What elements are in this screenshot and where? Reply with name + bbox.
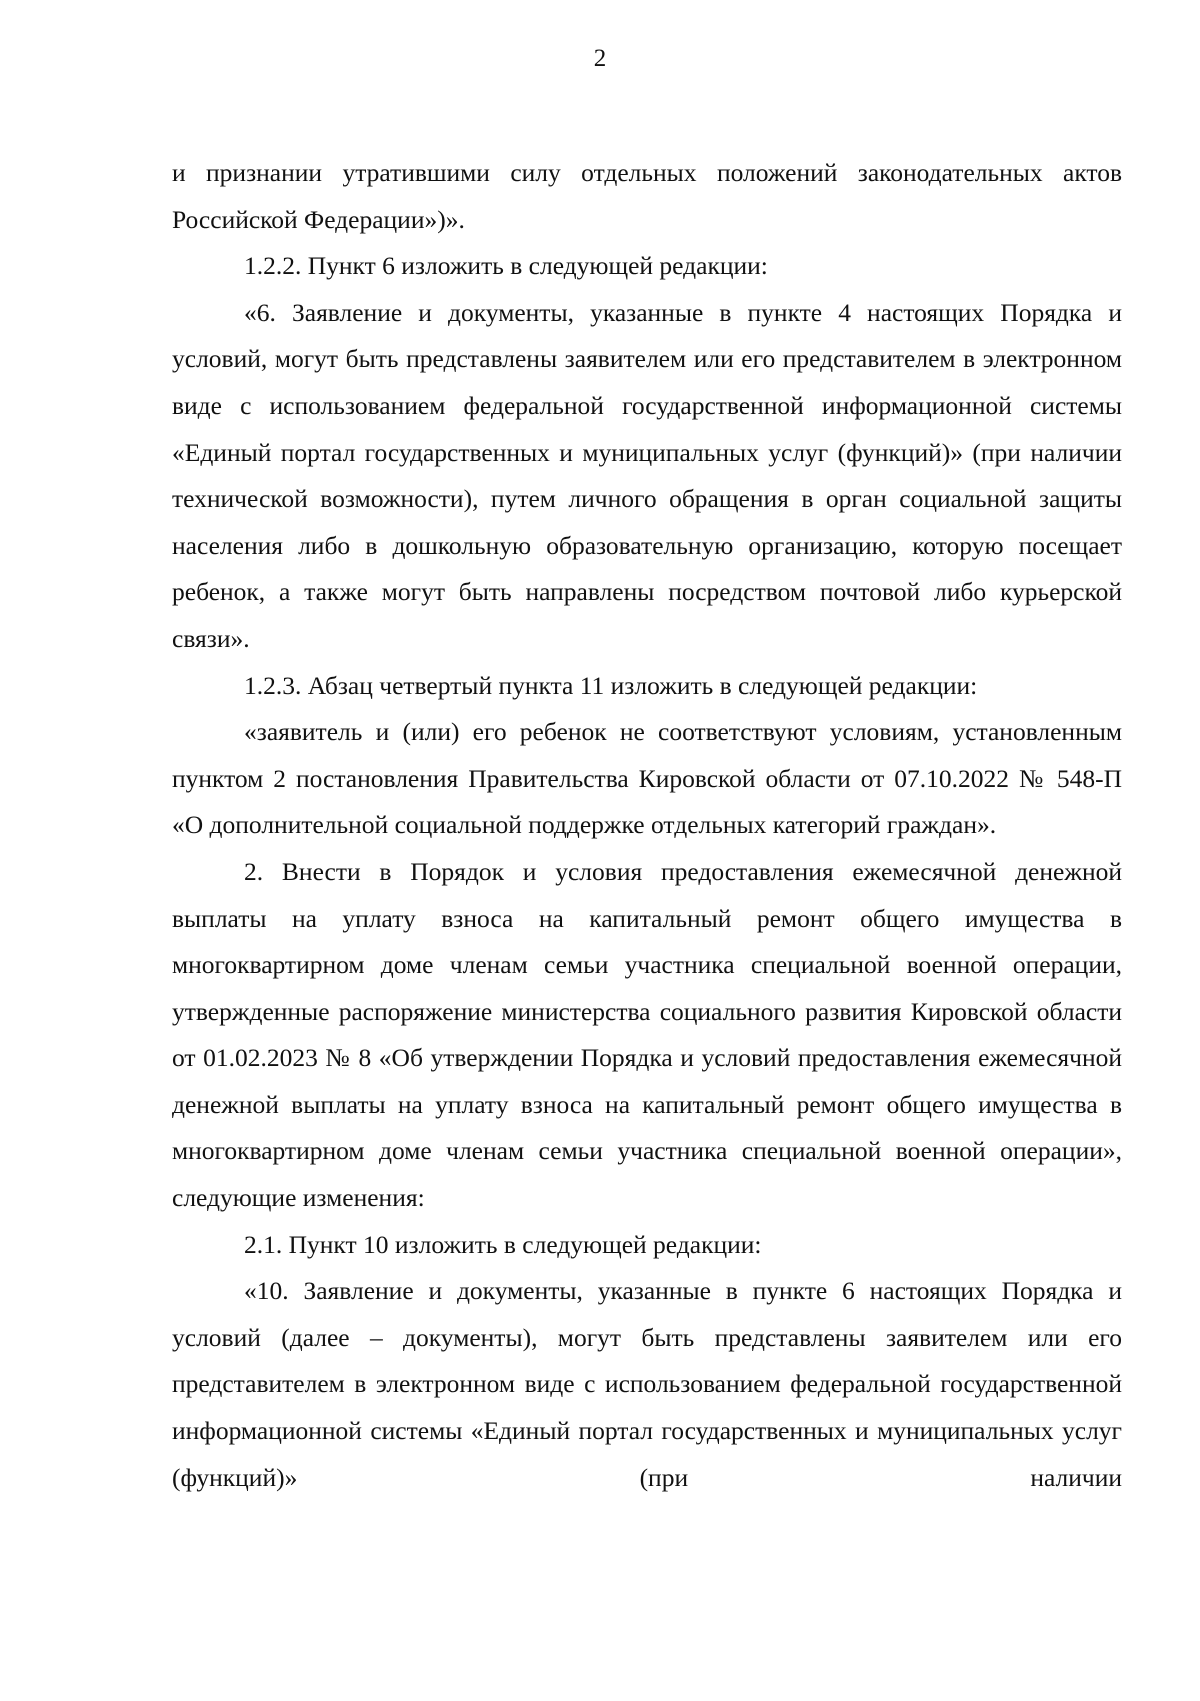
paragraph-item-2-1: 2.1. Пункт 10 изложить в следующей редакции: (244, 1229, 762, 1259)
paragraph-item-1-2-3: 1.2.3. Абзац четвертый пункта 11 изложить в следующей редакции: (244, 670, 978, 700)
paragraph-item-1-2-2: 1.2.2. Пункт 6 изложить в следующей редакции: (244, 251, 768, 281)
paragraph-quote-applicant: «заявитель и (или) его ребенок не соответствуют условиям, установленным пунктом 2 постановления Правительства Кировской области от 07.10.2022 № 548-П «О дополнительной социальной поддержке отдельных категорий граждан». (172, 717, 1122, 840)
page-number: 2 (593, 45, 607, 72)
paragraph-quote-point-6: «6. Заявление и документы, указанные в пункте 4 настоящих Порядка и условий, могут быть представлены заявителем или его представителем в электронном виде с использованием федеральной государственной информационной системы «Единый портал государственных и муниципальных услуг (функций)» (при наличии технической возможности), путем личного обращения в орган социальной защиты населения либо в дошкольную образовательную организацию, которую посещает ребенок, а также могут быть направлены посредством почтовой либо курьерской связи». (172, 297, 1122, 653)
paragraph-continuation: и признании утратившими силу отдельных положений законодательных актов Российской Федерации»)». (172, 158, 1122, 234)
document-body (172, 150, 1122, 1501)
paragraph-item-2: 2. Внести в Порядок и условия предоставления ежемесячной денежной выплаты на уплату взноса на капитальный ремонт общего имущества в многоквартирном доме членам семьи участника специальной военной операции, утвержденные распоряжение министерства социального развития Кировской области от 01.02.2023 № 8 «Об утверждении Порядка и условий предоставления ежемесячной денежной выплаты на уплату взноса на капитальный ремонт общего имущества в многоквартирном доме членам семьи участника специальной военной операции», следующие изменения: (172, 856, 1122, 1213)
paragraph-quote-point-10: «10. Заявление и документы, указанные в пункте 6 настоящих Порядка и условий (далее – документы), могут быть представлены заявителем или его представителем в электронном виде с использованием федеральной государственной информационной системы «Единый портал государственных и муниципальных услуг (функций)» (при наличии (172, 1276, 1122, 1492)
